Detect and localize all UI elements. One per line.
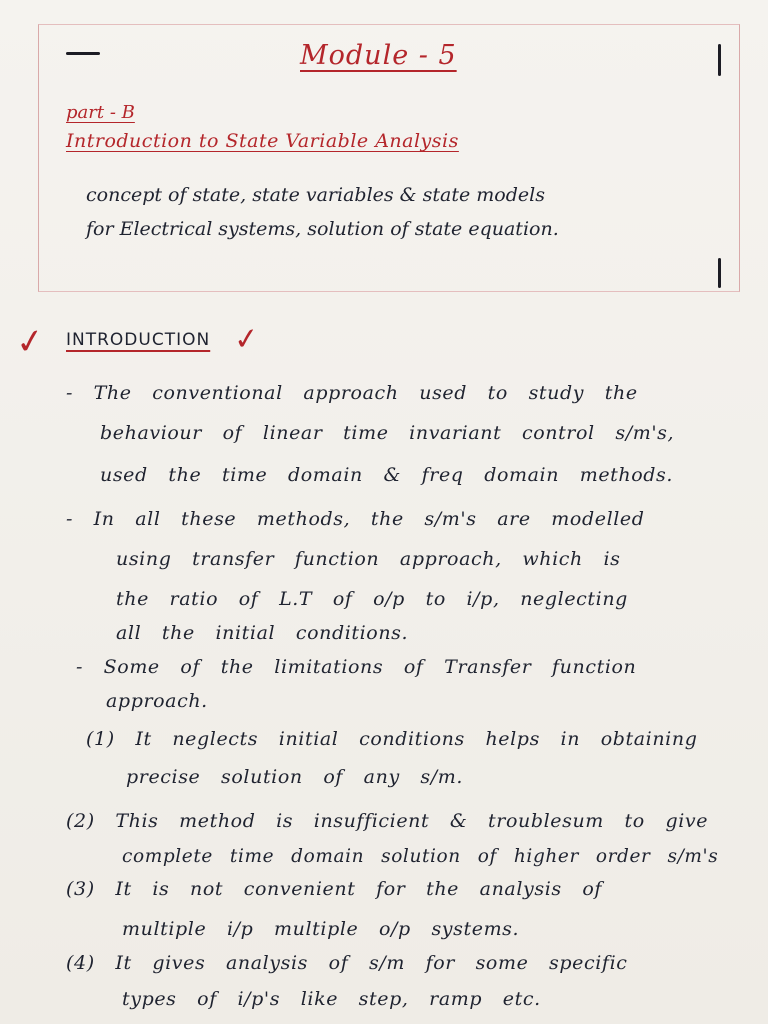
note-line: (3) It is not convenient for the analysis of — [66, 878, 603, 900]
note-line: types of i/p's like step, ramp etc. — [122, 988, 541, 1010]
topic-title: Introduction to State Variable Analysis — [66, 130, 459, 152]
note-line: all the initial conditions. — [116, 622, 409, 644]
note-line: multiple i/p multiple o/p systems. — [122, 918, 520, 940]
note-line: - Some of the limitations of Transfer function — [76, 656, 637, 678]
syllabus-line: for Electrical systems, solution of state equation. — [86, 218, 559, 240]
note-line: used the time domain & freq domain methods. — [100, 464, 674, 486]
margin-bar-top — [718, 44, 721, 76]
note-line: approach. — [106, 690, 208, 712]
dash-mark — [66, 52, 100, 55]
checkmark-icon: ✓ — [13, 320, 48, 364]
syllabus-text — [86, 178, 736, 246]
note-line: (2) This method is insufficient & troublesum to give — [66, 810, 709, 832]
note-line: the ratio of L.T of o/p to i/p, neglecting — [116, 588, 628, 610]
note-line: using transfer function approach, which is — [116, 548, 621, 570]
note-line: (1) It neglects initial conditions helps in obtaining — [86, 728, 698, 750]
syllabus-line: concept of state, state variables & state models — [86, 184, 545, 206]
note-line: (4) It gives analysis of s/m for some specific — [66, 952, 628, 974]
note-line: behaviour of linear time invariant control s/m's, — [100, 422, 675, 444]
part-label: part - B — [66, 102, 135, 123]
note-line: precise solution of any s/m. — [126, 766, 464, 788]
margin-bar-bottom — [718, 258, 721, 288]
note-line: - The conventional approach used to study the — [66, 382, 638, 404]
module-title: Module - 5 — [300, 40, 457, 71]
note-line: - In all these methods, the s/m's are modelled — [66, 508, 645, 530]
section-heading: INTRODUCTION — [66, 330, 211, 350]
checkmark-icon: ✓ — [232, 320, 261, 359]
note-line: complete time domain solution of higher order s/m's — [122, 846, 719, 867]
